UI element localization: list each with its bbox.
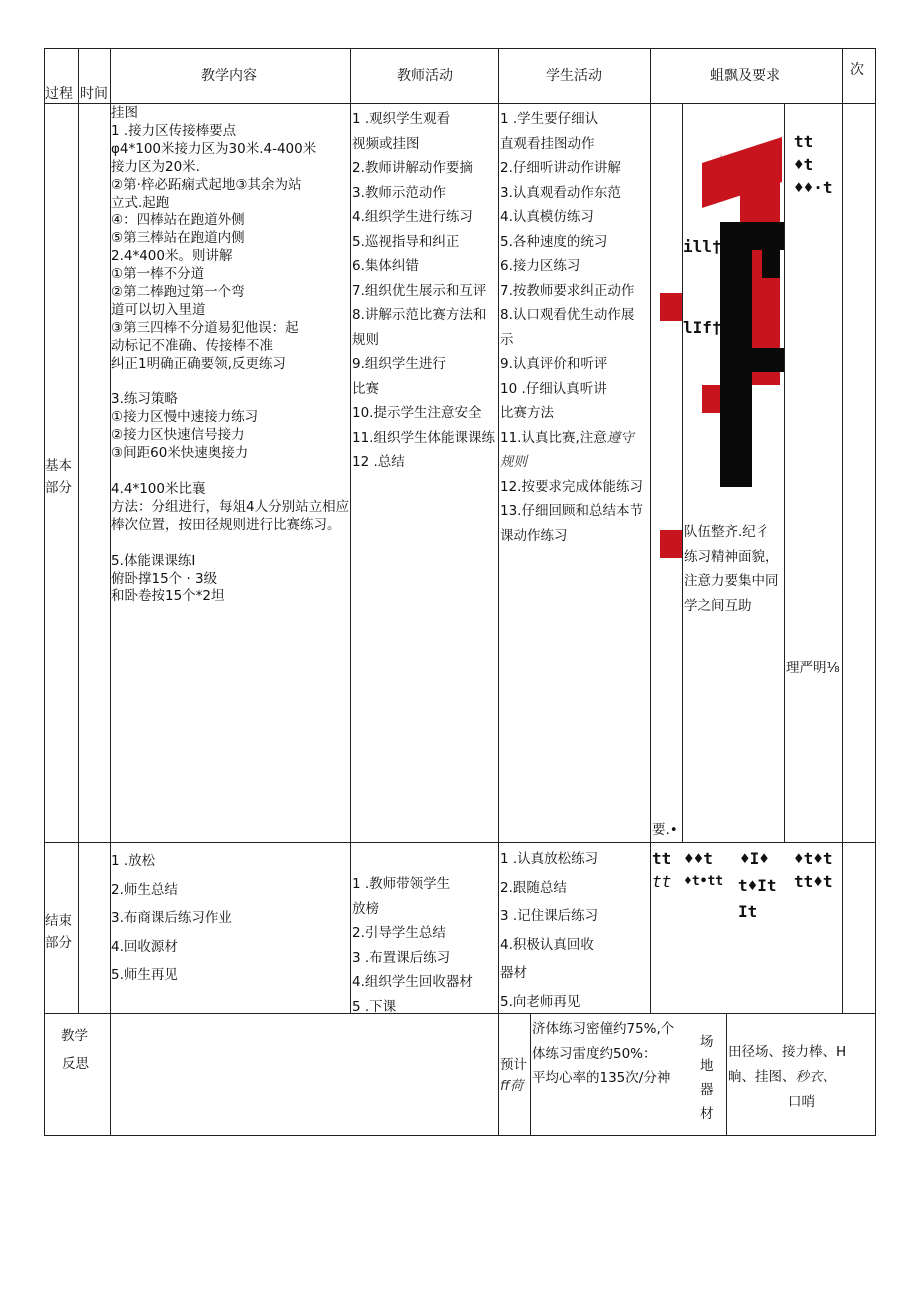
content-line: 5.体能课课练I bbox=[111, 552, 196, 569]
col-rule-times bbox=[842, 48, 843, 1014]
student-line: 8.认口观看优生动作展 bbox=[500, 307, 635, 323]
equipment-line bbox=[728, 1065, 846, 1090]
org-side-note: 理严明⅛ bbox=[786, 660, 840, 676]
content-line: 1 .接力区传接棒要点 bbox=[111, 122, 237, 139]
predict-line2: ff荷 bbox=[500, 1078, 524, 1094]
student-line: 13.仔细回顾和总结本节 bbox=[500, 503, 643, 519]
teacher-line: 8.讲解示范比赛方法和 bbox=[352, 307, 487, 323]
content-line: 立式.起跑 bbox=[111, 194, 170, 211]
table-border-right bbox=[875, 48, 876, 1136]
ending-teacher-list bbox=[352, 872, 473, 1019]
ending-student-line: 1 .认真放松练习 bbox=[500, 851, 599, 867]
ending-teacher-line: 5 .下课 bbox=[352, 998, 397, 1015]
reflect-predict bbox=[500, 1055, 527, 1097]
content-line: 3.练习策略 bbox=[111, 391, 178, 408]
student-line: 10 .仔细认真听讲 bbox=[500, 380, 607, 397]
header-times: 次 bbox=[850, 62, 864, 78]
content-line: 接力区为20米. bbox=[111, 158, 200, 175]
ending-student-line: 2.跟随总结 bbox=[500, 879, 567, 896]
content-line bbox=[111, 374, 349, 392]
org-note-line: 练习精神面貌， bbox=[684, 548, 779, 565]
student-line: 12.按要求完成体能练习 bbox=[500, 478, 643, 495]
venue-char: 器 bbox=[700, 1082, 714, 1098]
ending-glyph: It bbox=[738, 902, 758, 921]
ending-student-line: 5.向老师再见 bbox=[500, 993, 581, 1010]
teacher-line: 2.教师讲解动作要摘 bbox=[352, 160, 473, 176]
reflect-equipment bbox=[728, 1040, 846, 1115]
header-student: 学生活动 bbox=[546, 68, 602, 84]
venue-char: 地 bbox=[700, 1058, 714, 1074]
student-line: 示 bbox=[500, 331, 514, 348]
teacher-line: 规则 bbox=[352, 331, 379, 348]
org-red-left-block bbox=[660, 293, 682, 321]
equipment-line: 口哨 bbox=[788, 1094, 815, 1110]
student-line: 2.仔细听讲动作讲解 bbox=[500, 160, 621, 176]
teacher-line: 12 .总结 bbox=[352, 454, 405, 470]
header-org: 蛆飘及要求 bbox=[710, 68, 780, 84]
ending-student-line: 3 .记住课后练习 bbox=[500, 908, 599, 925]
org-red-low-block bbox=[660, 530, 682, 558]
ending-teacher-line: 放榜 bbox=[352, 900, 379, 917]
student-line: 课动作练习 bbox=[500, 527, 568, 544]
teacher-line: 10.提示学生注意安全 bbox=[352, 405, 482, 421]
ending-student-line: 器材 bbox=[500, 965, 527, 982]
student-line: 比赛方法 bbox=[500, 405, 554, 421]
table-border-bottom bbox=[44, 1135, 876, 1136]
reflect-label bbox=[60, 1022, 89, 1078]
org-glyph-line: ♦t bbox=[794, 155, 814, 174]
content-line: 俯卧撑15个 · 3级 bbox=[111, 570, 218, 587]
reflect-density bbox=[532, 1017, 674, 1091]
teacher-line: 5.巡视指导和纠正 bbox=[352, 233, 460, 250]
org-sub-rule-1 bbox=[682, 103, 683, 843]
org-glyph-mid1: ill† bbox=[683, 237, 722, 256]
basic-label bbox=[45, 455, 72, 499]
ending-teacher-line: 3 .布置课后练习 bbox=[352, 949, 451, 966]
col-rule-org bbox=[650, 48, 651, 1014]
ending-teacher-line: 2.引导学生总结 bbox=[352, 925, 446, 941]
teacher-line: 视频或挂图 bbox=[352, 135, 420, 152]
basic-teacher-list bbox=[352, 107, 495, 475]
ending-content-line: 1 .放松 bbox=[111, 853, 156, 869]
equipment-line: 田径场、接力棒、H bbox=[728, 1044, 847, 1060]
student-line: 6.接力区练习 bbox=[500, 258, 581, 274]
student-italic-word: 遵守 bbox=[606, 429, 634, 446]
header-content: 教学内容 bbox=[201, 68, 257, 84]
content-line: ③间距60米快速奥接力 bbox=[111, 445, 249, 462]
org-glyph-mid2: lIf† bbox=[683, 318, 722, 337]
header-process: 过程 bbox=[45, 86, 73, 102]
reflect-rule-venue bbox=[726, 1013, 727, 1136]
ending-teacher-line: 4.组织学生回收器材 bbox=[352, 974, 473, 990]
content-line: ③第三四棒不分道易犯他误：起 bbox=[111, 319, 299, 336]
header-teacher: 教师活动 bbox=[397, 68, 453, 84]
header-bottom-rule bbox=[44, 103, 876, 104]
basic-bottom-rule bbox=[44, 842, 876, 843]
venue-char: 材 bbox=[700, 1106, 714, 1122]
venue-char: 场 bbox=[700, 1034, 714, 1050]
ending-label-line2: 部分 bbox=[45, 935, 72, 951]
student-line: 3.认真观看动作东范 bbox=[500, 184, 621, 201]
ending-teacher-line: 1 .教师带领学生 bbox=[352, 876, 451, 892]
student-line: 规则 bbox=[500, 454, 527, 470]
basic-label-line2: 部分 bbox=[45, 480, 72, 496]
ending-glyph: ♦♦t bbox=[684, 849, 713, 868]
basic-label-line1: 基本 bbox=[45, 458, 72, 474]
org-note-line: 注意力要集中同 bbox=[684, 573, 779, 589]
col-rule-teacher bbox=[350, 48, 351, 1014]
content-line: ①接力区慢中速接力练习 bbox=[111, 409, 259, 426]
ending-glyph: ♦t♦t bbox=[794, 849, 833, 868]
ending-glyph: ♦t•tt bbox=[684, 874, 724, 889]
table-border-left bbox=[44, 48, 45, 1136]
content-line: 棒次位置，按田径规则进行比赛练习。 bbox=[111, 516, 341, 533]
org-sub-rule-2 bbox=[784, 103, 785, 843]
content-line: 2.4*400米。则讲解 bbox=[111, 248, 233, 265]
basic-student-list bbox=[500, 107, 643, 548]
org-glyph-line: tt bbox=[794, 132, 814, 151]
student-line: 直观看挂图动作 bbox=[500, 135, 595, 152]
org-note-line: 队伍整齐.纪彳 bbox=[684, 524, 770, 540]
content-line: 方法：分组进行，每俎4人分别站立相应 bbox=[111, 498, 350, 515]
ending-content-line: 3.布商课后练习作业 bbox=[111, 910, 232, 926]
content-line: ④：四棒站在跑道外侧 bbox=[111, 212, 245, 229]
content-line: 挂图 bbox=[111, 105, 138, 121]
teacher-line: 比赛 bbox=[352, 380, 379, 397]
content-line: 动标记不准确、传接棒不准 bbox=[111, 337, 273, 354]
student-line: 1 .学生要仔细认 bbox=[500, 111, 599, 127]
ending-student-line: 4.积极认真回收 bbox=[500, 936, 594, 953]
ending-label-line1: 结束 bbox=[45, 913, 72, 929]
content-line: 纠正1明确正确要领,反更练习 bbox=[111, 355, 286, 372]
ending-content-line: 2.师生总结 bbox=[111, 881, 178, 898]
org-black-arm bbox=[752, 348, 784, 372]
teacher-line: 1 .观织学生观看 bbox=[352, 111, 451, 127]
density-line: 济体练习密僮约75%,个 bbox=[532, 1021, 675, 1037]
teacher-line: 9.组织学生进行 bbox=[352, 356, 446, 372]
reflect-rule-predict bbox=[530, 1013, 531, 1136]
equipment-line-text: 晌、挂图、 bbox=[728, 1069, 796, 1085]
org-bottom-note: 要.• bbox=[652, 822, 678, 838]
org-glyph-top bbox=[794, 130, 833, 199]
ending-student-list bbox=[500, 845, 598, 1017]
ending-content-list bbox=[111, 847, 232, 990]
ending-glyph: ♦I♦ bbox=[740, 849, 769, 868]
org-black-side bbox=[762, 248, 780, 278]
basic-content-list bbox=[111, 105, 349, 606]
content-line: ②接力区快速信号接力 bbox=[111, 427, 245, 444]
content-line: 道可以切入里道 bbox=[111, 301, 206, 318]
ending-content-line: 5.师生再见 bbox=[111, 967, 178, 983]
col-rule-student bbox=[498, 48, 499, 1136]
density-line: 平均心率的135次/分神 bbox=[532, 1070, 671, 1086]
student-line-text: 11.认真比赛,注意 bbox=[500, 429, 607, 446]
org-notes bbox=[684, 520, 779, 618]
teacher-line: 3.教师示范动作 bbox=[352, 184, 446, 201]
reflect-label-line2: 反思 bbox=[62, 1056, 89, 1072]
org-black-column bbox=[720, 222, 752, 487]
teacher-line: 6.集体纠错 bbox=[352, 258, 419, 274]
ending-glyph: tt bbox=[652, 872, 672, 891]
org-note-line: 学之间互助 bbox=[684, 597, 752, 614]
density-line: 体练习雷度约50%： bbox=[532, 1045, 657, 1062]
predict-line1: 预计 bbox=[500, 1057, 527, 1073]
content-line: 和卧卷按15个*2坦 bbox=[111, 588, 225, 605]
ending-glyph: t♦It bbox=[738, 876, 777, 895]
content-line: 4.4*100米比襄 bbox=[111, 481, 206, 497]
teacher-line: 11.组织学生体能课课练 bbox=[352, 429, 495, 446]
org-glyph-line: ♦♦·t bbox=[794, 178, 833, 197]
ending-glyph: tt♦t bbox=[794, 872, 833, 891]
content-line bbox=[111, 535, 349, 553]
reflect-label-line1: 教学 bbox=[61, 1028, 88, 1044]
col-rule-time bbox=[78, 48, 79, 1014]
content-line: ②第二棒跑过第一个弯 bbox=[111, 284, 245, 301]
header-time: 时间 bbox=[80, 86, 108, 102]
ending-glyph: tt bbox=[652, 849, 672, 868]
teacher-line: 7.组织优生展示和互评 bbox=[352, 282, 487, 299]
equipment-italic: 秒衣、 bbox=[795, 1069, 836, 1085]
student-line: 5.各种速度的统习 bbox=[500, 233, 608, 250]
content-line: ⑤第三棒站在跑道内侧 bbox=[111, 230, 245, 247]
student-line: 9.认真评价和听评 bbox=[500, 356, 608, 372]
content-line: ②第·梓必跖痫式起地③其余为站 bbox=[111, 176, 302, 193]
table-border-top bbox=[44, 48, 876, 49]
content-line: ①第一棒不分道 bbox=[111, 266, 205, 283]
ending-label bbox=[45, 910, 72, 954]
student-line bbox=[500, 426, 643, 451]
ending-content-line: 4.回收源材 bbox=[111, 938, 178, 955]
student-line: 7.按教师要求纠正动作 bbox=[500, 282, 635, 299]
content-line: φ4*100米接力区为30米.4-400米 bbox=[111, 140, 317, 157]
student-line: 4.认真模仿练习 bbox=[500, 209, 594, 225]
teacher-line: 4.组织学生进行练习 bbox=[352, 209, 473, 225]
content-line bbox=[111, 463, 349, 481]
reflect-venue bbox=[700, 1030, 714, 1126]
